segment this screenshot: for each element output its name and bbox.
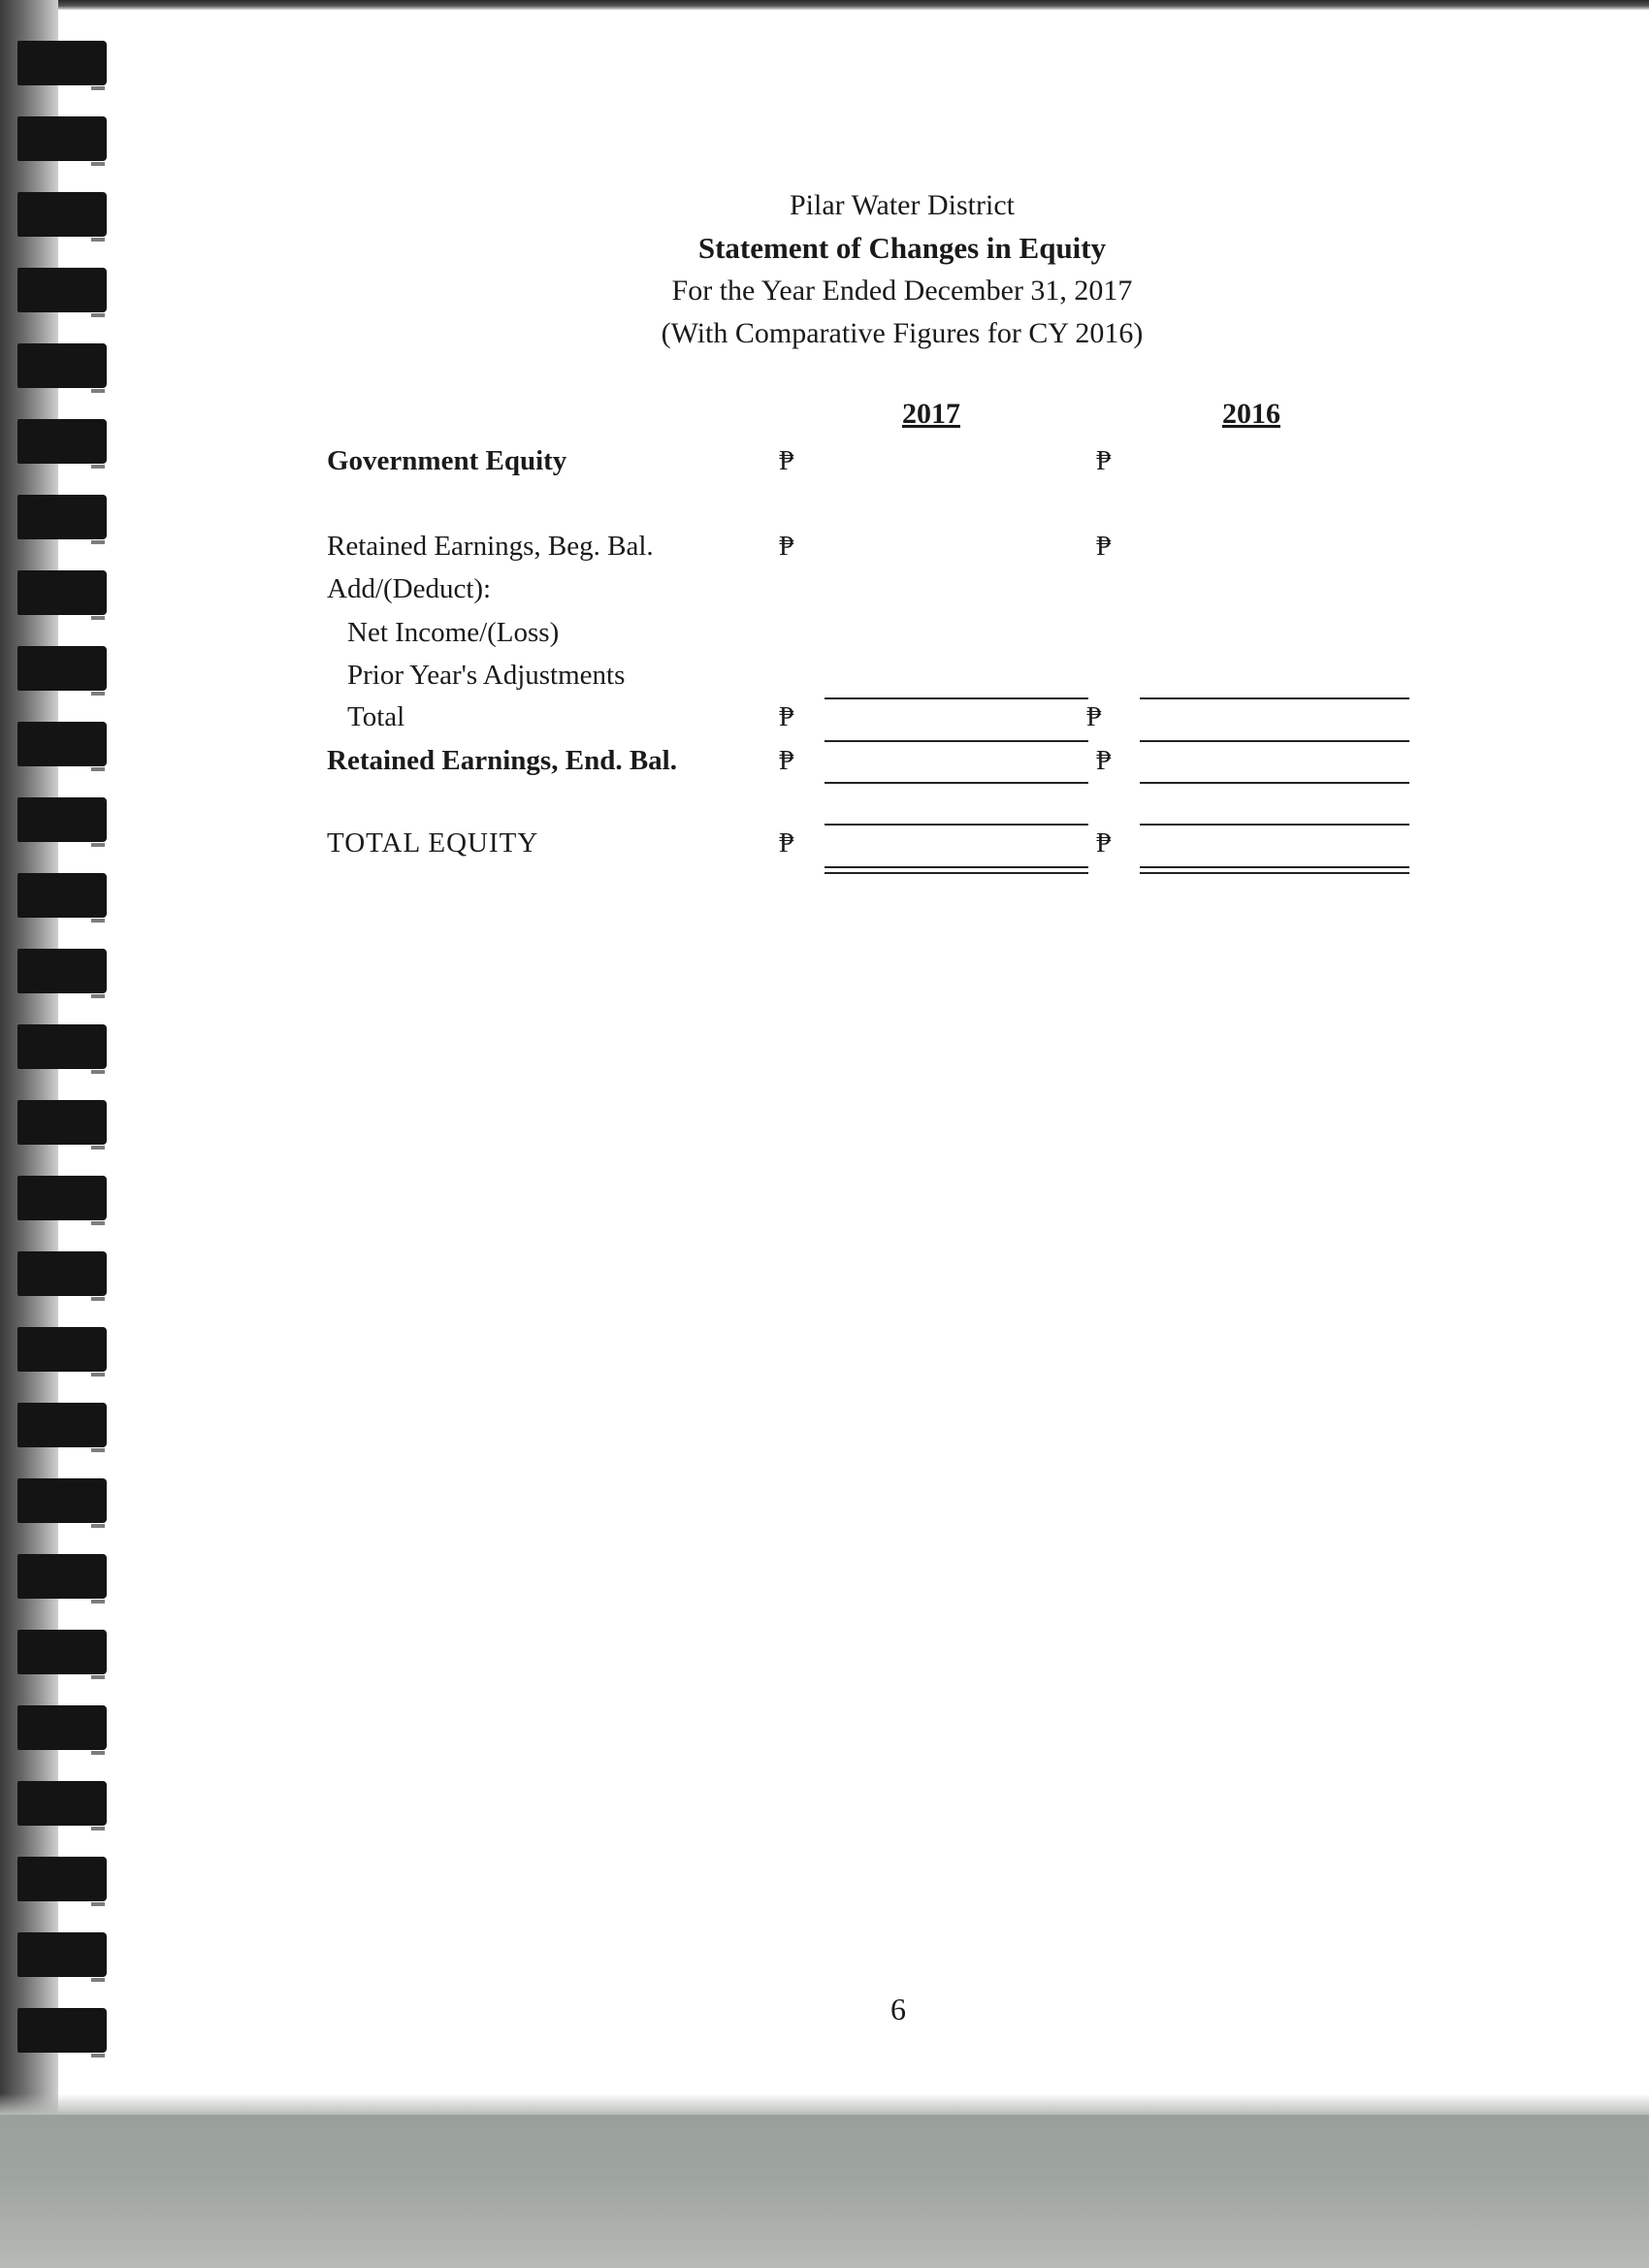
row-label-add-deduct: Add/(Deduct): — [327, 573, 492, 604]
peso-sign: ₱ — [779, 446, 794, 476]
statement-header — [0, 184, 1649, 355]
binding-tooth — [17, 1403, 107, 1447]
binding-tooth — [17, 570, 107, 615]
binding-tooth — [17, 722, 107, 766]
binding-tooth — [17, 2008, 107, 2053]
peso-sign: ₱ — [1096, 532, 1112, 562]
binding-tooth — [17, 1630, 107, 1674]
binding-tooth — [17, 949, 107, 993]
end-balance-rule-2017 — [824, 782, 1088, 784]
entity-name: Pilar Water District — [790, 189, 1015, 221]
binding-tooth — [17, 1327, 107, 1372]
binding-tooth — [17, 116, 107, 161]
scan-top-edge — [0, 0, 1649, 10]
total-equity-top-rule-2017 — [824, 824, 1088, 826]
statement-period: For the Year Ended December 31, 2017 — [671, 275, 1133, 307]
binding-tooth — [17, 495, 107, 539]
binding-tooth — [17, 1100, 107, 1145]
row-label-prior-year-adjustments: Prior Year's Adjustments — [347, 660, 626, 691]
total-rule-2017 — [824, 740, 1088, 742]
row-label-net-income: Net Income/(Loss) — [347, 617, 560, 648]
binding-tooth — [17, 1024, 107, 1069]
column-header-2017: 2017 — [902, 398, 960, 430]
binding-tooth — [17, 1781, 107, 1826]
peso-sign: ₱ — [1096, 746, 1112, 776]
peso-sign: ₱ — [1086, 702, 1102, 732]
row-label-retained-earnings-beg: Retained Earnings, Beg. Bal. — [327, 531, 654, 562]
total-equity-double-rule-2016 — [1140, 866, 1409, 874]
binding-tooth — [17, 419, 107, 464]
peso-sign: ₱ — [779, 746, 794, 776]
row-label-government-equity: Government Equity — [327, 445, 567, 476]
peso-sign: ₱ — [779, 828, 794, 859]
binding-tooth — [17, 41, 107, 85]
total-rule-2016 — [1140, 740, 1409, 742]
scan-bottom-band — [0, 2115, 1649, 2268]
subtotal-rule-2016 — [1140, 697, 1409, 699]
binding-tooth — [17, 873, 107, 918]
binding-tooth — [17, 1857, 107, 1901]
statement-title: Statement of Changes in Equity — [697, 231, 1107, 265]
comparative-note: (With Comparative Figures for CY 2016) — [661, 317, 1144, 349]
binding-tooth — [17, 1932, 107, 1977]
binding-tooth — [17, 1554, 107, 1599]
peso-sign: ₱ — [779, 702, 794, 732]
binding-tooth — [17, 646, 107, 691]
column-header-2016: 2016 — [1222, 398, 1280, 430]
peso-sign: ₱ — [1096, 446, 1112, 476]
row-label-total: Total — [347, 701, 405, 732]
binding-tooth — [17, 1251, 107, 1296]
binding-tooth — [17, 797, 107, 842]
row-label-retained-earnings-end: Retained Earnings, End. Bal. — [327, 745, 677, 776]
total-equity-double-rule-2017 — [824, 866, 1088, 874]
end-balance-rule-2016 — [1140, 782, 1409, 784]
row-label-total-equity: TOTAL EQUITY — [327, 827, 539, 859]
peso-sign: ₱ — [1096, 828, 1112, 859]
binding-tooth — [17, 1478, 107, 1523]
page-number: 6 — [890, 1992, 906, 2026]
binding-tooth — [17, 1176, 107, 1220]
peso-sign: ₱ — [779, 532, 794, 562]
subtotal-rule-2017 — [824, 697, 1088, 699]
total-equity-top-rule-2016 — [1140, 824, 1409, 826]
binding-tooth — [17, 1705, 107, 1750]
